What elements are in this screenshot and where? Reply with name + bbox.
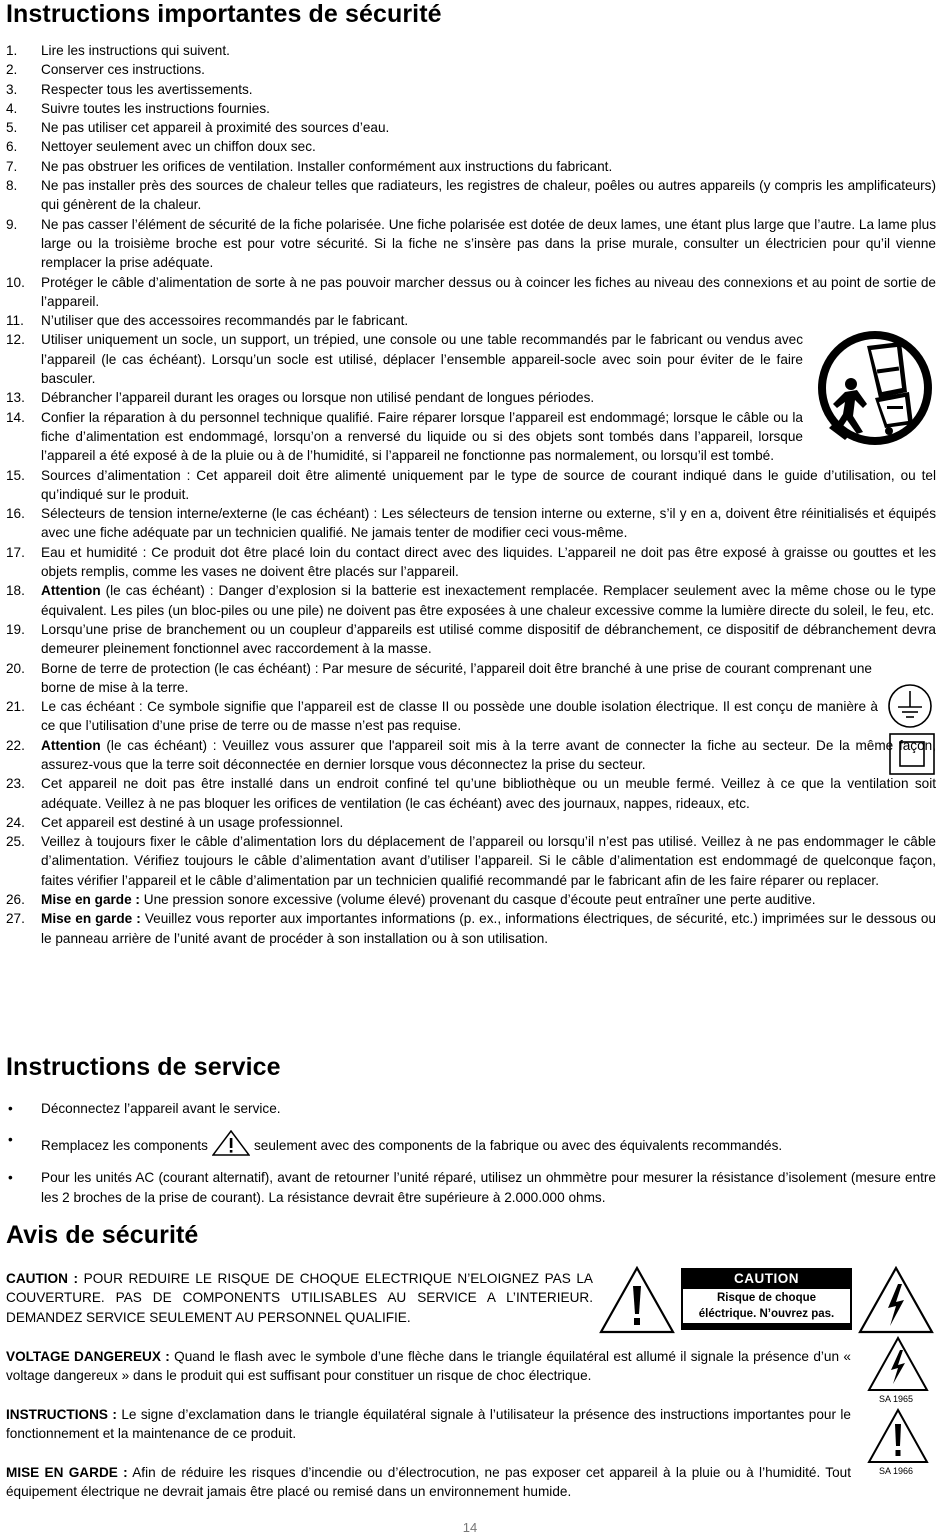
safety-item	[6, 311, 936, 330]
item-text: Veuillez vous reporter aux importantes informations (p. ex., informations électriques, de sécurité, etc.) imprimées sur le dessous ou le panneau arrière de l’unité avant de procéder à son installation ou à son utilisation.	[41, 911, 936, 946]
item-number: 4.	[6, 100, 18, 116]
safety-item	[6, 80, 936, 99]
caution-text: POUR REDUIRE LE RISQUE DE CHOQUE ELECTRIQUE N’ELOIGNEZ PAS LA COUVERTURE. PAS DE COMPONENTS UTILISABLES AU SERVICE A L’INTERIEUR. DEMANDEZ SERVICE SEULEMENT AU PERSONNEL QUALIFIE.	[6, 1271, 593, 1325]
item-text: Ne pas utiliser cet appareil à proximité des sources d’eau.	[41, 120, 390, 136]
item-number: 21.	[6, 699, 25, 715]
safety-item	[6, 176, 936, 215]
voltage-label: VOLTAGE DANGEREUX :	[6, 1349, 170, 1364]
safety-item	[6, 890, 936, 909]
caution-paragraph	[6, 1269, 593, 1327]
item-text: Lire les instructions qui suivent.	[41, 43, 230, 58]
service-item	[6, 1099, 936, 1118]
safety-item	[6, 543, 936, 582]
item-text: Conserver ces instructions.	[41, 62, 205, 78]
item-text: Utiliser uniquement un socle, un support, un trépied, une console ou une table recommandés par le fabricant ou vendus avec l’appareil (le cas échéant). Lorsqu’un socle est utilisé, déplacer l’ensemble appareil-socle avec soin pour éviter de le faire basculer.	[41, 332, 803, 387]
safety-item	[6, 697, 878, 736]
item-text: Respecter tous les avertissements.	[41, 81, 253, 97]
safety-item	[6, 41, 936, 60]
safety-item	[6, 659, 872, 698]
item-number: 1.	[6, 43, 18, 58]
safety-item	[6, 137, 936, 156]
item-text: N’utiliser que des accessoires recommandés par le fabricant.	[41, 313, 409, 329]
caution-label-box	[681, 1268, 852, 1330]
item-text: Veillez à toujours fixer le câble d’alimentation lors du déplacement de l’appareil ou lorsqu’il n’est pas utilisé. Veillez à ne pas endommager le câble d’alimentation. Vérifiez toujours le câble d’alimentation avant d’utiliser l’appareil. Si le câble d’alimentation est endommagé de quelconque façon, faites vérifier l’appareil et le câble d’alimentation par un technicien qualifié recommandé par le fabricant afin de les faire réparer ou replacer.	[41, 834, 936, 888]
caution-box-title: CAUTION	[734, 1271, 799, 1286]
item-bold-label: Mise en garde :	[41, 911, 141, 927]
double-insulation-icon	[889, 733, 935, 775]
item-text: Cet appareil ne doit pas être installé dans un endroit confiné tel qu’une bibliothèque ou un meuble fermé. Veillez à ce que la ventilation soit adéquate. Veillez à ne pas bloquer les orifices de ventilation (le cas échéant) avec des journaux, nappes, rideaux, etc.	[41, 776, 936, 811]
cart-tip-over-warning-icon	[815, 328, 935, 448]
item-text: Le cas échéant : Ce symbole signifie que l’appareil est de classe II ou possède une double isolation électrique. Il est conçu de manière à ce que l’utilisation d’une prise de terre ou de masse n’est pas requise.	[41, 699, 878, 734]
item-number: 23.	[6, 776, 25, 792]
notice-title: Avis de sécurité	[6, 1221, 199, 1249]
item-text: Ne pas installer près des sources de chaleur telles que radiateurs, les registres de chaleur, poêles ou autres appareils (y compris les amplificateurs) qui génèrent de la chaleur.	[41, 178, 936, 213]
item-number: 22.	[6, 737, 25, 753]
item-number: 24.	[6, 814, 25, 830]
safety-item	[6, 832, 936, 890]
caution-box-body	[683, 1289, 850, 1323]
sa1965-label: SA 1965	[879, 1394, 914, 1404]
safety-item	[6, 774, 936, 813]
safety-item	[6, 330, 803, 388]
voltage-text: Quand le flash avec le symbole d’une flèche dans le triangle équilatéral est allumé il signale la présence d’un « voltage dangereux » dans le produit qui est suffisant pour constituer un risque de choc électrique.	[6, 1349, 851, 1384]
safety-item	[6, 408, 803, 466]
service-item-text: Pour les unités AC (courant alternatif), avant de retourner l’unité réparé, utilisez un ohmmètre pour mesurer la résistance d’isolement (mesure entre les 2 broches de la prise de courant). La résistance devrait être supérieure à 2.000.000 ohms.	[41, 1170, 936, 1205]
service-title: Instructions de service	[6, 1053, 281, 1081]
item-number: 15.	[6, 467, 25, 483]
item-number: 8.	[6, 178, 18, 194]
safety-item	[6, 813, 936, 832]
safety-list	[6, 41, 936, 948]
safety-item	[6, 118, 936, 137]
safety-item	[6, 273, 936, 312]
safety-title: Instructions importantes de sécurité	[6, 0, 442, 28]
bullet: •	[8, 1132, 13, 1148]
warning-label: MISE EN GARDE :	[6, 1465, 128, 1480]
sa1966-label: SA 1966	[879, 1466, 914, 1476]
service-item	[6, 1130, 936, 1156]
item-number: 12.	[6, 332, 25, 348]
bullet: •	[8, 1101, 13, 1116]
exclamation-triangle-icon	[212, 1130, 250, 1156]
exclamation-triangle-icon	[867, 1408, 929, 1464]
item-text: Protéger le câble d’alimentation de sorte à ne pas pouvoir marcher dessus ou à coincer les fiches au niveau des connexions et au point de sortie de l’appareil.	[41, 274, 936, 309]
item-number: 20.	[6, 660, 25, 676]
protective-earth-icon	[887, 683, 933, 729]
item-bold-label: Mise en garde :	[41, 892, 140, 908]
item-number: 27.	[6, 911, 25, 927]
item-text: Ne pas obstruer les orifices de ventilation. Installer conformément aux instructions du fabricant.	[41, 158, 613, 174]
item-text: Nettoyer seulement avec un chiffon doux sec.	[41, 139, 316, 155]
item-number: 26.	[6, 892, 25, 908]
safety-item	[6, 620, 936, 659]
item-number: 18.	[6, 583, 25, 599]
item-number: 10.	[6, 274, 25, 290]
item-bold-label: Attention	[41, 583, 101, 599]
page-number: 14	[462, 1520, 478, 1535]
caution-box-line: éléctrique. N’ouvrez pas.	[698, 1308, 835, 1320]
item-number: 6.	[6, 139, 18, 155]
caution-box-line: Risque de choque	[716, 1292, 817, 1304]
instructions-text: Le signe d’exclamation dans le triangle équilatéral signale à l’utilisateur la présence des instructions importantes pour le fonctionnement et la maintenance de ce produit.	[6, 1407, 851, 1442]
voltage-paragraph	[6, 1347, 851, 1386]
item-bold-label: Attention	[41, 737, 101, 753]
item-number: 5.	[6, 120, 18, 136]
lightning-triangle-icon	[867, 1336, 929, 1392]
safety-item	[6, 736, 936, 775]
item-text: Borne de terre de protection (le cas échéant) : Par mesure de sécurité, l’appareil doit être branché à une prise de courant comprenant une borne de mise à la terre.	[41, 660, 872, 695]
item-text: Ne pas casser l’élément de sécurité de la fiche polarisée. Une fiche polarisée est dotée de deux lames, une étant plus large que l’autre. La lame plus large ou la troisième broche est pour votre sécurité. Si la fiche ne s’insère pas dans la prise murale, consulter un électricien pour qu’il vienne remplacer la prise adéquate.	[41, 216, 936, 271]
instructions-paragraph	[6, 1405, 851, 1444]
item-number: 17.	[6, 544, 25, 560]
bullet: •	[8, 1170, 13, 1186]
item-number: 2.	[6, 62, 18, 78]
service-item	[6, 1168, 936, 1207]
item-number: 7.	[6, 158, 18, 174]
item-text: Débrancher l’appareil durant les orages ou lorsque non utilisé pendant de longues périodes.	[41, 390, 595, 406]
safety-item	[6, 504, 936, 543]
item-text: Lorsqu’une prise de branchement ou un coupleur d’appareils est utilisé comme dispositif de débranchement, ce dispositif de débranchement devra demeurer pleinement fonctionnel avec raccordement à la masse.	[41, 621, 936, 657]
safety-item	[6, 909, 936, 948]
item-number: 19.	[6, 621, 25, 637]
safety-item	[6, 157, 936, 176]
item-number: 11.	[6, 313, 24, 329]
item-text: Suivre toutes les instructions fournies.	[41, 100, 270, 116]
item-number: 14.	[6, 409, 25, 425]
safety-item	[6, 99, 936, 118]
service-item-text: Remplacez les components	[41, 1138, 208, 1154]
item-text: Eau et humidité : Ce produit dot être placé loin du contact direct avec des liquides. L’appareil ne doit pas être exposé à graisse ou gouttes et les objets remplis, comme les vases ne doivent être placés sur l’appareil.	[41, 544, 936, 580]
item-text: Sélecteurs de tension interne/externe (le cas échéant) : Les sélecteurs de tension interne ou externe, s’il y en a, doivent être réinitialisés et équipés avec une fiche adéquate par un technicien qualifié. Ne jamais tenter de modifier ceci vous-même.	[41, 506, 936, 541]
warning-paragraph	[6, 1463, 851, 1502]
item-text: Confier la réparation à du personnel technique qualifié. Faire réparer lorsque l’appareil est endommagé; lorsque le câble ou la fiche d’alimentation est endommagé, lorsqu’on a renversé du liquide ou si des objets sont tombés dans l’appareil, lorsque l’appareil a été exposé à de la pluie ou à de l’humidité, si l’appareil ne fonctionne pas normalement, ou lorsqu’il est tombé.	[41, 409, 803, 464]
item-text: Cet appareil est destiné à un usage professionnel.	[41, 814, 344, 830]
item-text: Une pression sonore excessive (volume élevé) provenant du casque d’écoute peut entraîner une perte auditive.	[139, 892, 816, 908]
safety-item	[6, 215, 936, 273]
service-list	[6, 1099, 936, 1219]
exclamation-triangle-icon	[599, 1266, 675, 1334]
item-number: 13.	[6, 390, 25, 406]
item-number: 9.	[6, 216, 18, 232]
caution-label: CAUTION :	[6, 1271, 79, 1286]
warning-text: Afin de réduire les risques d’incendie ou d’électrocution, ne pas exposer cet appareil à la pluie ou à l’humidité. Tout équipement électrique ne devrait jamais être placé ou remisé dans un environnement humide.	[6, 1465, 851, 1500]
item-number: 25.	[6, 834, 25, 850]
safety-item	[6, 60, 936, 79]
item-text: (le cas échéant) : Veuillez vous assurer que l'appareil soit mis à la terre avant de connecter la fiche au secteur. De la même façon, assurez-vous que la terre soit déconnectée en dernier lorsque vous déconnectez la prise du secteur.	[41, 737, 936, 772]
item-number: 16.	[6, 506, 25, 522]
item-text: Sources d’alimentation : Cet appareil doit être alimenté uniquement par le type de source de courant indiqué dans le guide d’utilisation, ou tel qu’indiqué sur le produit.	[41, 467, 936, 502]
instructions-label: INSTRUCTIONS :	[6, 1407, 117, 1422]
service-item-text: Déconnectez l’appareil avant le service.	[41, 1101, 281, 1116]
safety-item	[6, 581, 936, 620]
item-number: 3.	[6, 81, 18, 97]
safety-item	[6, 466, 936, 505]
safety-item	[6, 388, 936, 407]
service-item-text: seulement avec des components de la fabrique ou avec des équivalents recommandés.	[253, 1138, 783, 1154]
item-text: (le cas échéant) : Danger d’explosion si la batterie est inexactement remplacée. Remplacer seulement avec la même chose ou le type équivalent. Les piles (un bloc-piles ou une pile) ne doivent pas être exposées à une chaleur excessive comme la lumière directe du soleil, le feu, etc.	[41, 583, 936, 618]
lightning-triangle-icon	[858, 1266, 934, 1334]
